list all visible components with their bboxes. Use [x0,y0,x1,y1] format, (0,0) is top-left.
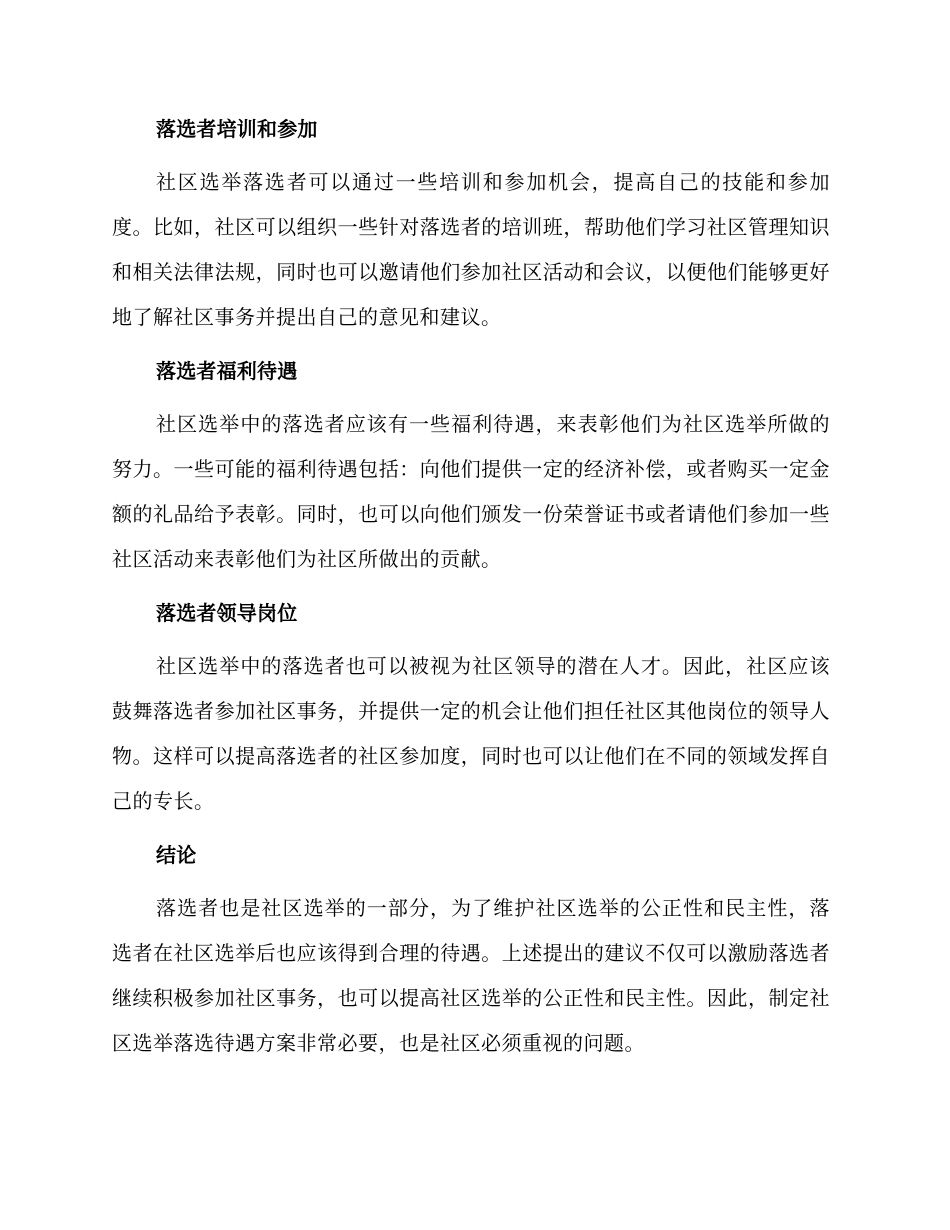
section-heading-training: 落选者培训和参加 [156,117,318,141]
section-heading-benefits: 落选者福利待遇 [156,359,298,383]
section-body-conclusion: 落选者也是社区选举的一部分，为了维护社区选举的公正性和民主性，落选者在社区选举后也应该得到合理的待遇。上述提出的建议不仅可以激励落选者继续积极参加社区事务，也可以提高社区选举的公正性和民主性。因此，制定社区选举落选待遇方案非常必要，也是社区必须重视的问题。 [112,896,830,1055]
section-heading-leadership: 落选者领导岗位 [156,601,298,625]
section-heading-conclusion: 结论 [156,843,197,867]
document-page [112,112,830,1080]
section-body-leadership: 社区选举中的落选者也可以被视为社区领导的潜在人才。因此，社区应该鼓舞落选者参加社区事务，并提供一定的机会让他们担任社区其他岗位的领导人物。这样可以提高落选者的社区参加度，同时也可以让他们在不同的领域发挥自己的专长。 [112,654,830,813]
section-body-training: 社区选举落选者可以通过一些培训和参加机会，提高自己的技能和参加度。比如，社区可以组织一些针对落选者的培训班，帮助他们学习社区管理知识和相关法律法规，同时也可以邀请他们参加社区活动和会议，以便他们能够更好地了解社区事务并提出自己的意见和建议。 [112,170,830,329]
section-body-benefits: 社区选举中的落选者应该有一些福利待遇，来表彰他们为社区选举所做的努力。一些可能的福利待遇包括：向他们提供一定的经济补偿，或者购买一定金额的礼品给予表彰。同时，也可以向他们颁发一份荣誉证书或者请他们参加一些社区活动来表彰他们为社区所做出的贡献。 [112,412,830,571]
